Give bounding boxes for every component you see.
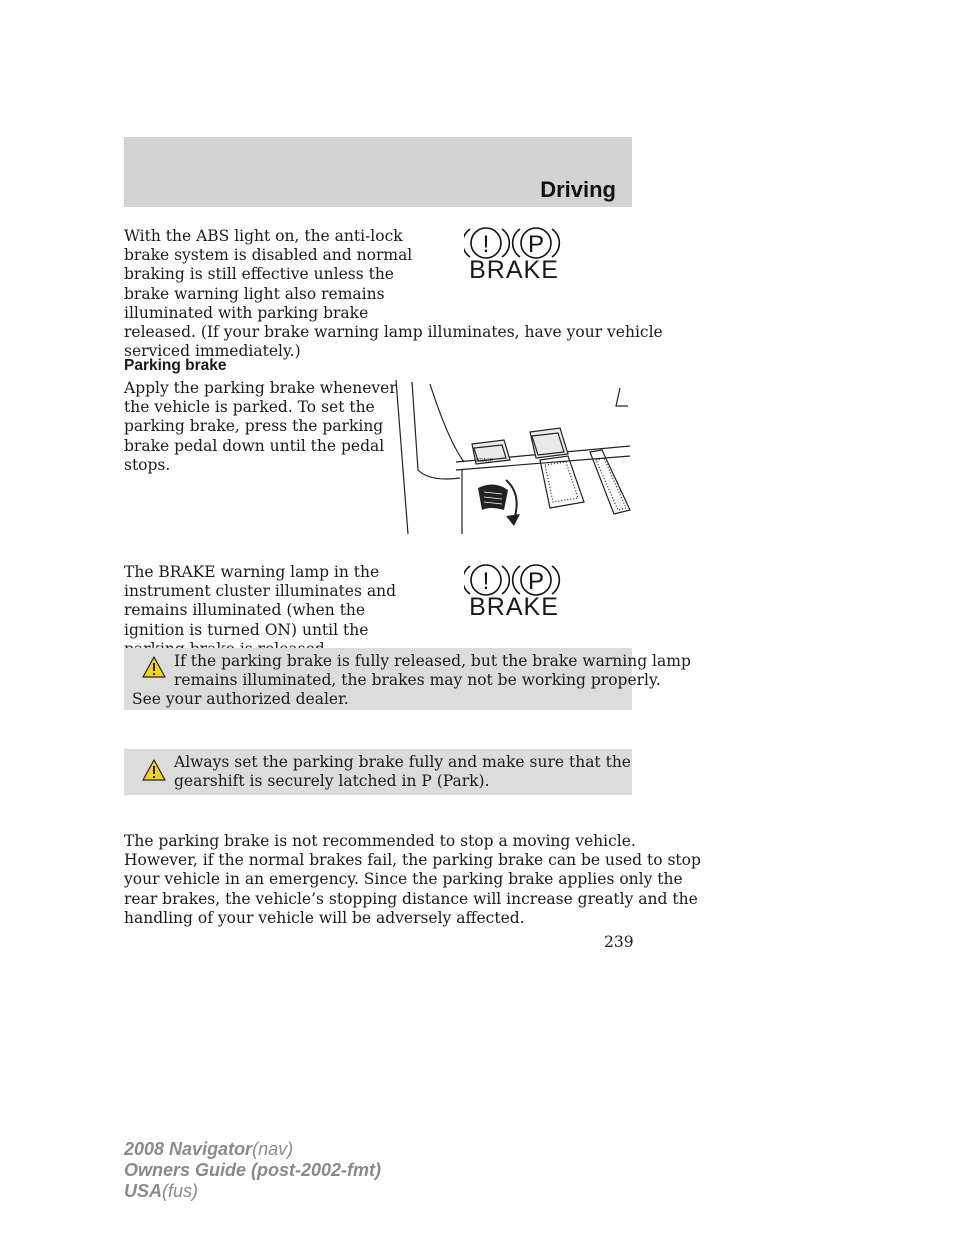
warning-text: If the parking brake is fully released, but the brake warning lamp remains illuminated, the brakes may not be working properly. See your authorized dealer. xyxy=(132,652,691,709)
brake-word: BRAKE xyxy=(469,256,559,284)
page-number: 239 xyxy=(604,933,634,951)
closing-paragraph: The parking brake is not recommended to stop a moving vehicle. However, if the normal brakes fail, the parking brake can be used to stop your vehicle in an emergency. Since the parking brake applies only the rear brakes, the vehicle’s stopping distance will increase greatly and the handling of your vehicle will be adversely affected. xyxy=(124,832,701,927)
warning-box-released xyxy=(124,648,691,710)
section-header xyxy=(124,137,632,207)
brake-word: BRAKE xyxy=(469,593,559,621)
brake-lamp-paragraph: The BRAKE warning lamp in the instrument cluster illuminates and remains illuminated (when the ignition is turned ON) until the xyxy=(124,563,396,639)
parking-brake-paragraph: Apply the parking brake whenever the vehicle is parked. To set the parking brake, press the parking brake pedal down until the pedal stops. xyxy=(124,379,397,474)
footer-line-1: 2008 Navigator(nav) xyxy=(124,1139,294,1159)
footer xyxy=(124,1139,381,1202)
section-title: Driving xyxy=(540,177,616,202)
p-symbol: P xyxy=(527,568,545,595)
exclamation-symbol: ! xyxy=(482,568,490,595)
parking-brake-heading: Parking brake xyxy=(124,357,227,374)
intro-paragraph: With the ABS light on, the anti-lock brake system is disabled and normal braking is still effective unless the brake warning light also remains illuminated with parking brake released. (If your brake warning lamp illuminates, have your vehicle serviced immediately.) xyxy=(124,227,663,361)
footer-line-3: USA(fus) xyxy=(124,1181,199,1201)
brake-warning-icon-2 xyxy=(464,563,564,625)
illustration-brake-label: BRAKE xyxy=(476,458,493,464)
brake-warning-icon xyxy=(464,226,564,288)
parking-brake-pedal-illustration xyxy=(390,370,634,536)
exclamation-symbol: ! xyxy=(482,231,490,258)
p-symbol: P xyxy=(527,231,545,258)
footer-line-2: Owners Guide (post-2002-fmt) xyxy=(124,1160,382,1180)
warning-box-set-fully xyxy=(124,749,632,795)
warning-text: Always set the parking brake fully and make sure that the gearshift is securely latched in P (Park). xyxy=(174,753,631,791)
